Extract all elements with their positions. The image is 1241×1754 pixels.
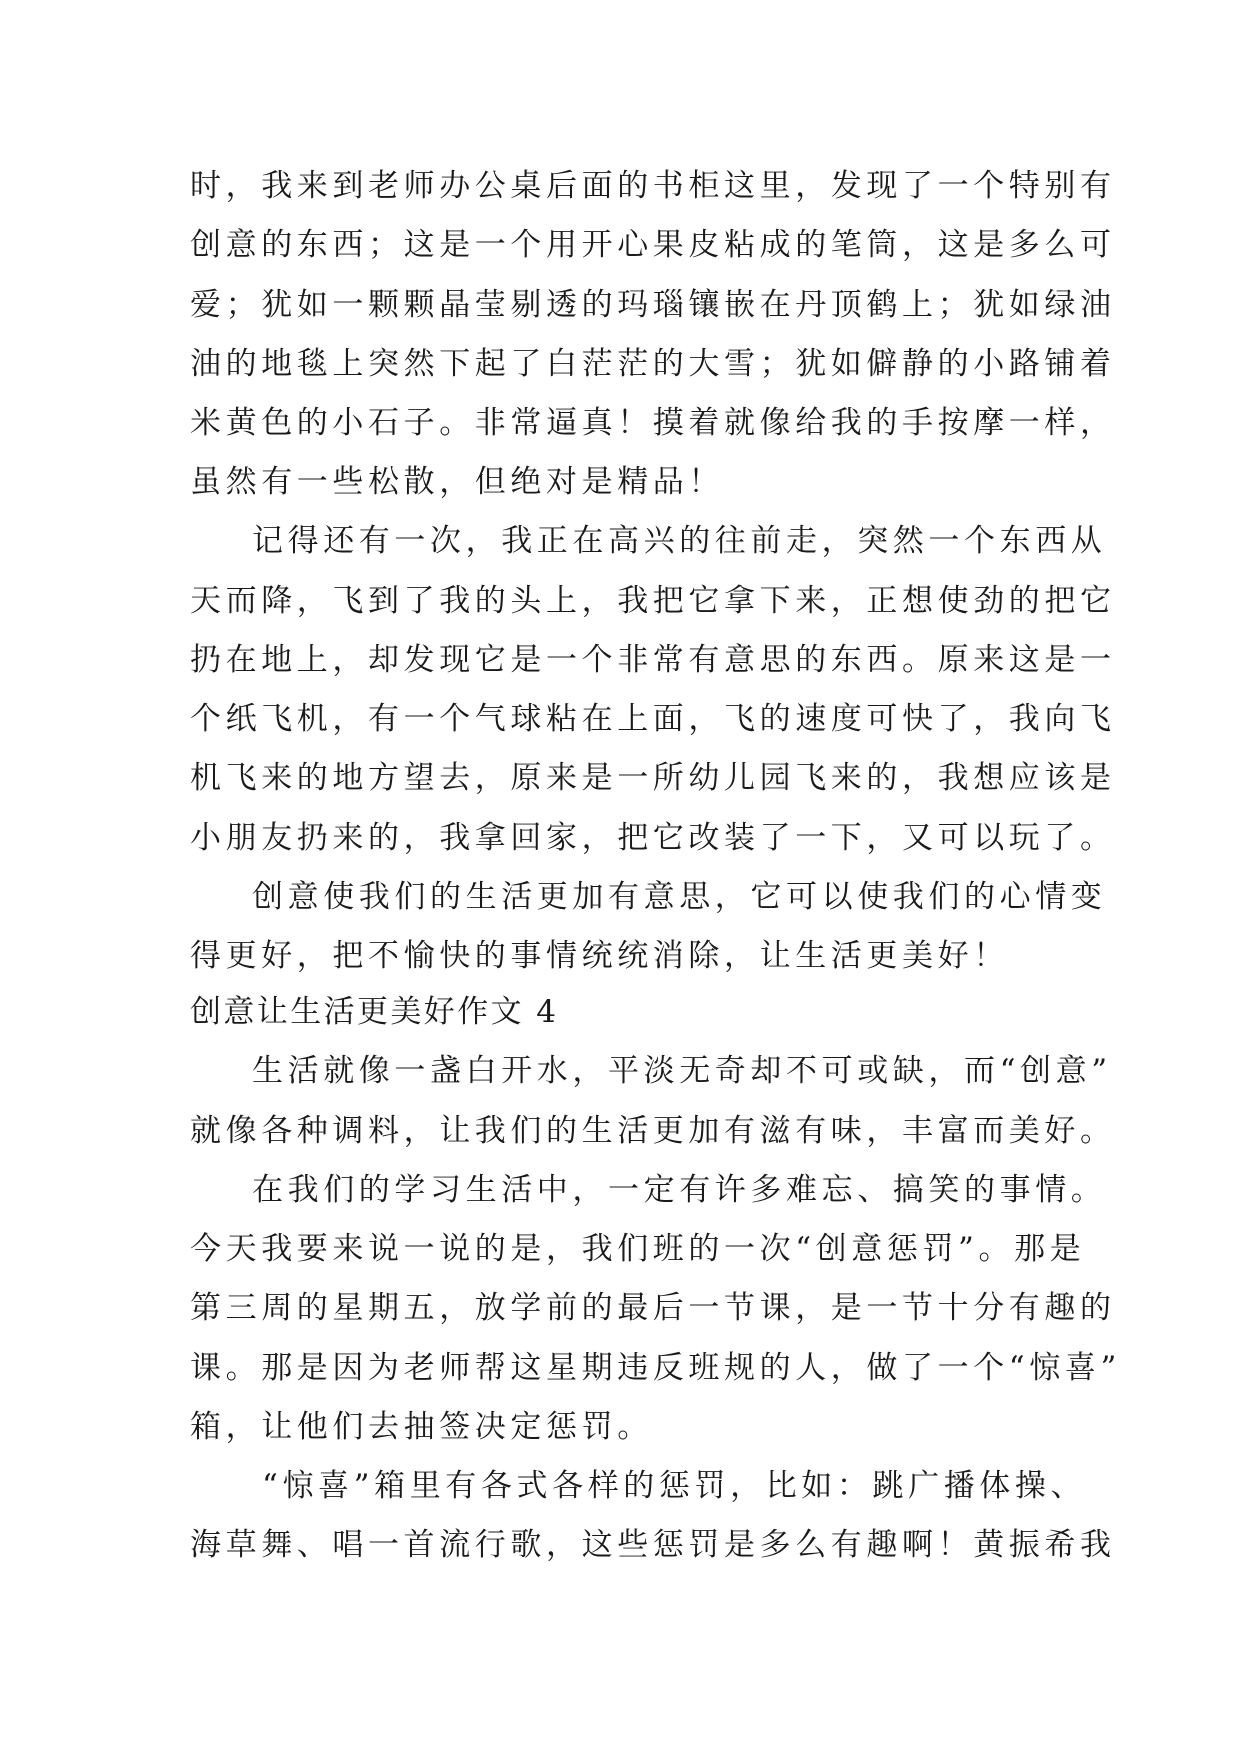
text-line: 机飞来的地方望去，原来是一所幼儿园飞来的，我想应该是 bbox=[190, 760, 1116, 796]
text-line: 第三周的星期五，放学前的最后一节课，是一节十分有趣的 bbox=[190, 1290, 1116, 1326]
paragraph-first-line: 在我们的学习生活中，一定有许多难忘、搞笑的事情。 bbox=[252, 1172, 1107, 1208]
text-line: 时，我来到老师办公桌后面的书柜这里，发现了一个特别有 bbox=[190, 168, 1116, 204]
paragraph-first-line: 创意使我们的生活更加有意思，它可以使我们的心情变 bbox=[252, 879, 1107, 915]
text-line: 虽然有一些松散，但绝对是精品！ bbox=[190, 464, 724, 500]
text-line: 个纸飞机，有一个气球粘在上面，飞的速度可快了，我向飞 bbox=[190, 701, 1116, 737]
text-line: 海草舞、唱一首流行歌，这些惩罚是多么有趣啊！黄振希我 bbox=[190, 1527, 1116, 1563]
paragraph-first-line: 记得还有一次，我正在高兴的往前走，突然一个东西从 bbox=[252, 523, 1107, 559]
text-line: 爱；犹如一颗颗晶莹剔透的玛瑙镶嵌在丹顶鹤上；犹如绿油 bbox=[190, 287, 1116, 323]
text-line: 米黄色的小石子。非常逼真！摸着就像给我的手按摩一样， bbox=[190, 405, 1116, 441]
paragraph-first-line: 生活就像一盏白开水，平淡无奇却不可或缺，而“创意” bbox=[252, 1053, 1112, 1089]
text-line: 课。那是因为老师帮这星期违反班规的人，做了一个“惊喜” bbox=[190, 1350, 1121, 1386]
text-line: 小朋友扔来的，我拿回家，把它改装了一下，又可以玩了。 bbox=[190, 820, 1116, 856]
text-line: 今天我要来说一说的是，我们班的一次“创意惩罚”。那是 bbox=[190, 1231, 1086, 1267]
section-heading: 创意让生活更美好作文 4 bbox=[190, 994, 559, 1030]
text-line: 扔在地上，却发现它是一个非常有意思的东西。原来这是一 bbox=[190, 642, 1116, 678]
text-line: 创意的东西；这是一个用开心果皮粘成的笔筒，这是多么可 bbox=[190, 227, 1116, 263]
paragraph-first-line: “惊喜”箱里有各式各样的惩罚，比如：跳广播体操、 bbox=[262, 1468, 1087, 1504]
text-line: 箱，让他们去抽签决定惩罚。 bbox=[190, 1409, 653, 1445]
text-line: 油的地毯上突然下起了白茫茫的大雪；犹如僻静的小路铺着 bbox=[190, 346, 1116, 382]
text-line: 天而降，飞到了我的头上，我把它拿下来，正想使劲的把它 bbox=[190, 583, 1116, 619]
text-line: 得更好，把不愉快的事情统统消除，让生活更美好！ bbox=[190, 938, 1009, 974]
text-line: 就像各种调料，让我们的生活更加有滋有味，丰富而美好。 bbox=[190, 1113, 1116, 1149]
